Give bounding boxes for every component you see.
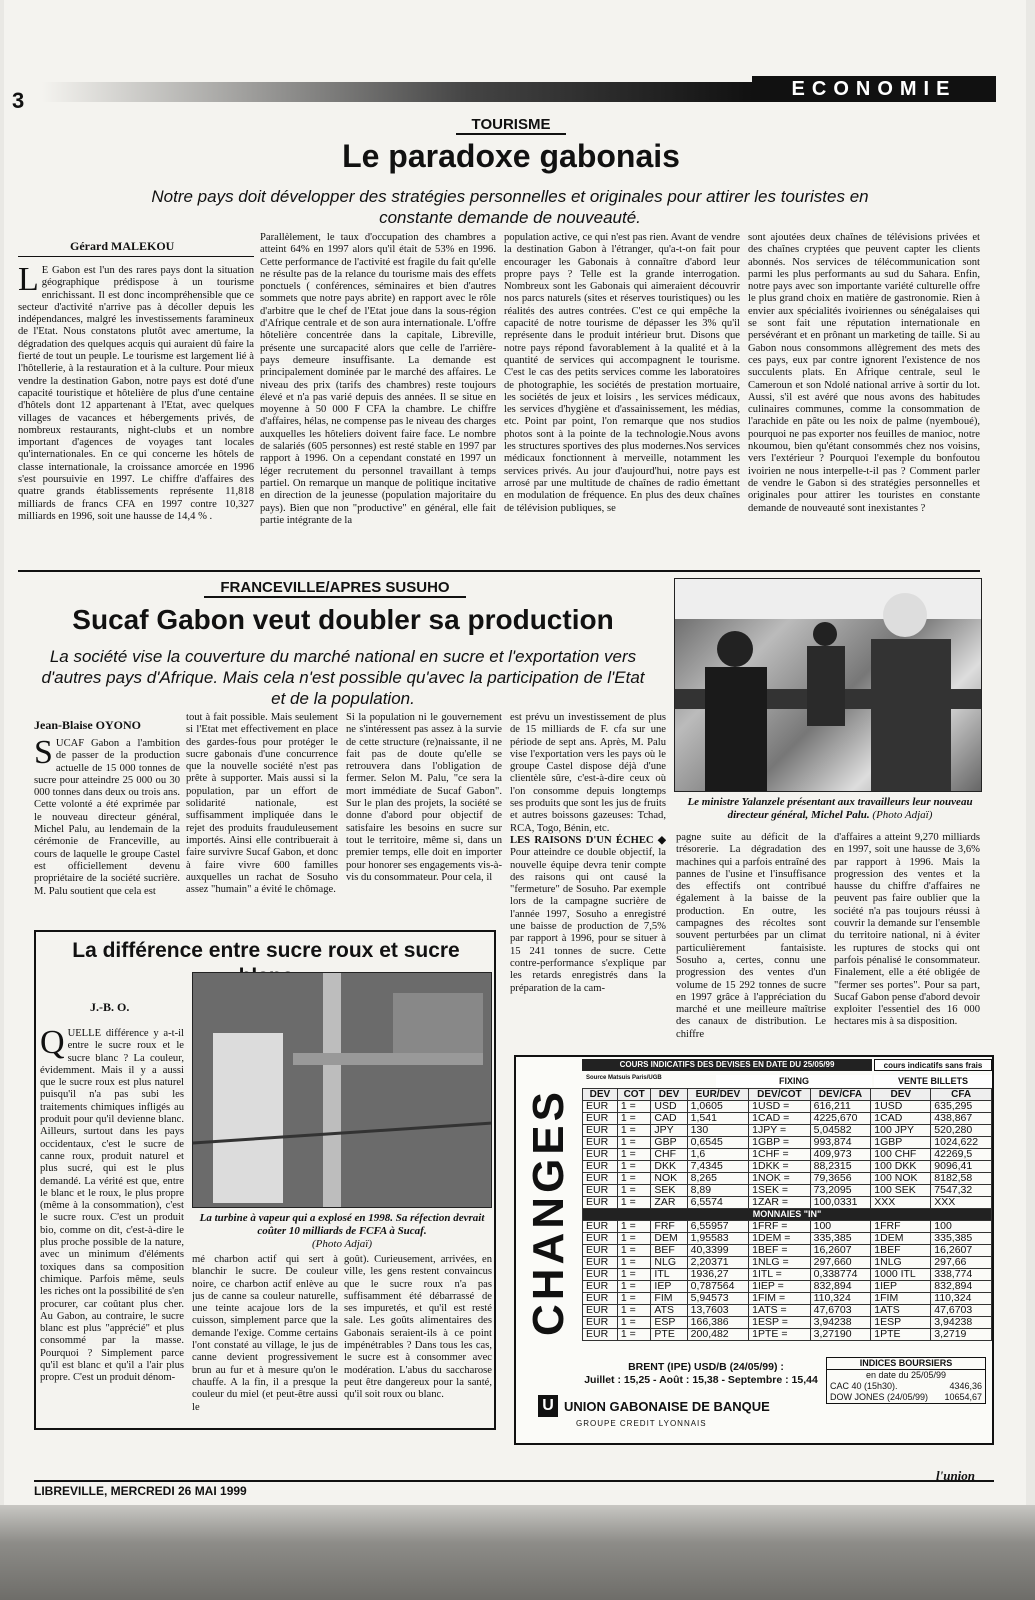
article2-col6: d'affaires a atteint 9,270 milliards en 1997, soit une hausse de 3,6% par rapport à 1996. Mais la progression des ventes et la hausse du chiffre d'affaires ne peuvent pas faire oublier que la société n'a pas toujours réussi à couvrir la demande sur l'ensemble du territoire national, ni à éviter les ruptures de stocks qui ont parfois pénalisé le consommateur. Finalement, elle a été obligée de "fermer ses portes". Pour sa part, Sucaf Gabon pense d'abord devoir exploiter l'essentiel des 16 000 hectares mis à sa disposition. xyxy=(834,832,980,1028)
fx-row xyxy=(583,1161,992,1173)
fx-row xyxy=(583,1269,992,1281)
fx-cell: 1USD xyxy=(871,1101,931,1113)
fx-cell: 1IEP xyxy=(871,1281,931,1293)
fx-cell: 438,867 xyxy=(931,1113,992,1125)
fx-cell: 1BEF = xyxy=(749,1245,810,1257)
caption-text: Le ministre Yalanzele présentant aux travailleurs leur nouveau directeur général, Michel Palu. xyxy=(687,796,973,821)
fx-cell: 1 = xyxy=(617,1197,651,1209)
fx-cell: 1 = xyxy=(617,1293,651,1305)
article2-col1-text: UCAF Gabon a l'ambition de passer de la production actuelle de 15 000 tonnes de sucre pour atteindre 25 000 ou 30 000 tonnes dans deux ou trois ans. Cette volonté a été exprimée par le nouveau directeur général, Michel Palu, au lendemain de la cérémonie de Franceville, au cours de laquelle le groupe Castel est officiellement devenu propriétaire de la société sucrière. M. Palu soutient que cela est xyxy=(34,738,180,897)
fx-cell: ESP xyxy=(651,1317,687,1329)
photo-credit: (Photo Adjaï) xyxy=(872,809,933,821)
article2-col3: Si la population ni le gouvernement ne s'intéressent pas assez à la survie de cette structure (re)naissante, il ne fait pas de doute qu'elle se retrouvera dans l'obligation de fermer. Selon M. Palu, "ce sera la mort immédiate de Sucaf Gabon". Sur le plan des projets, la société se donne d'abord pour objectif de satisfaire les besoins en sucre sur tout le territoire, même si, dans un premier temps, elle doit en importer pour honorer ses engagements vis-à-vis du consommateur. Pour cela, il xyxy=(346,712,502,883)
fx-cell: 200,482 xyxy=(687,1329,748,1341)
article2-kicker: FRANCEVILLE/APRES SUSUHO xyxy=(204,579,466,598)
fx-cell: 335,385 xyxy=(931,1233,992,1245)
fx-cell: 6,55957 xyxy=(687,1221,748,1233)
fx-cell: 1 = xyxy=(617,1173,651,1185)
fx-cell: 3,2719 xyxy=(931,1329,992,1341)
article1-col1 xyxy=(18,265,254,565)
article1-col3: population active, ce qui n'est pas rien. Avant de vendre la destination Gabon à l'étranger, qu'a-t-on fait pour encourager les Gabonais à connaître d'abord leur propre pays ? Telle est la grande interrogation. Nombreux sont les Gabonais qui aimeraient découvrir nos parcs naturels (sites et réserves touristiques) ou les réalités des autres contrées. C'est ce qui empêche la capacité de notre tourisme de dépasser les 3% qu'il représente dans le produit intérieur brut. Disons que notre pays répond favorablement à la qualité et à la quantité de services qui accompagnent le tourisme. C'est le cas des petits services comme les laboratoires de photographie, les sociétés de prestation mortuaire, les sociétés de jeux et loisirs , les services médicaux, les services d'hygiène et d'assainissement, les médias, etc. Point par point, l'on remarque que nos studios photos sont à la pointe de la technologie.Nous avons les structures sportives des plus modernes.Nos services médicaux fonctionnent à merveille, notamment les services privés. Au jour d'aujourd'hui, notre pays est arrosé par une multitude de chaînes de radio émettant en modulation de fréquence. En plus des deux chaînes de télévision publiques, se xyxy=(504,232,740,514)
fx-cell: 1NLG = xyxy=(749,1257,810,1269)
fx-cell: 832,894 xyxy=(931,1281,992,1293)
fx-row xyxy=(583,1185,992,1197)
fx-cell: 3,94238 xyxy=(810,1317,871,1329)
fx-cell: 1,541 xyxy=(687,1113,748,1125)
fx-cell: EUR xyxy=(583,1197,618,1209)
fx-cell: 3,94238 xyxy=(931,1317,992,1329)
index-name: DOW JONES (24/05/99) xyxy=(830,1392,929,1402)
fx-cell: 7,4345 xyxy=(687,1161,748,1173)
fx-cell: FRF xyxy=(651,1221,687,1233)
fx-cell: 1 = xyxy=(617,1317,651,1329)
fx-cell: 1GBP = xyxy=(749,1137,810,1149)
fx-cell: EUR xyxy=(583,1101,618,1113)
article2-col5: pagne suite au déficit de la trésorerie. La dégradation des machines qui a parfois entraîné des pannes de l'usine et l'insuffisance des effectifs ont contribué également à la baisse de la production. En outre, les campagnes des récoltes sont souvent perturbées par un climat particulièrement fantaisiste. Sosuho a, certes, connu une progression des ventes d'un volume de 15 292 tonnes de sucre en 1997 grâce à l'appréciation du marché et une meilleure maîtrise des canaux de distribution. Le chiffre xyxy=(676,832,826,1040)
dropcap: Q xyxy=(40,1028,65,1061)
article3-col2: mé charbon actif qui sert à blanchir le sucre. De couleur noire, ce charbon actif enlève au jus de canne sa couleur naturelle, une teinte acajoue lors de la cuisson, simplement parce que la demande l'exige. Comme certains l'ont constaté au village, le jus de canne devient progressivement brun au fur et à mesure qu'on le chauffe. A la fin, il a presque la couleur du miel (et peut-être aussi le xyxy=(192,1254,338,1413)
fx-cell: 1FRF xyxy=(871,1221,931,1233)
fx-cell: XXX xyxy=(871,1197,931,1209)
fx-table xyxy=(582,1088,992,1341)
fx-row xyxy=(583,1137,992,1149)
section-band xyxy=(42,82,752,102)
changes-vertical-title xyxy=(522,1063,576,1361)
fx-row xyxy=(583,1101,992,1113)
fx-row xyxy=(583,1113,992,1125)
fx-cell: USD xyxy=(651,1101,687,1113)
fx-cell: 616,211 xyxy=(810,1101,871,1113)
fx-cell: SEK xyxy=(651,1185,687,1197)
fx-cell: EUR xyxy=(583,1317,618,1329)
fx-cell: 1SEK = xyxy=(749,1185,810,1197)
turbine-photo xyxy=(192,972,492,1208)
article1-col2: Parallèlement, le taux d'occupation des chambres a atteint 64% en 1997 alors qu'il était de 53% en 1996. Cette performance de l'activité est fragile du fait qu'elle ne résulte pas de la relance du tourisme mais des effets ponctuels ( conférences, séminaires et bien d'autres sommets que notre pays abrite) en rapport avec le rôle d'arbitre que le chef de l'Etat joue dans la sous-région d'Afrique centrale et de son aura internationale. L'offre hôtelière concentrée dans la capitale, Libreville, présente une surcapacité alors que celle de l'arrière-pays demeure insuffisante. La demande est principalement dominée par le marché des affaires. Le niveau des prix (tarifs des chambres) reste toujours élevé et n'a pas varié depuis des années. Il se situe en moyenne à 50 000 F CFA la chambre. Le chiffre d'affaires, hélas, ne compense pas le niveau des charges auxquelles les hôteliers doivent faire face. Le nombre de salariés (605 personnes) est resté stable en 1997 par rapport à 1996. On a cependant constaté en 1997 un léger recrutement du personnel travaillant à temps partiel. On remarque un manque de politique incitative en direction de la jeunesse (population majoritaire du pays). Bien que non "productive" en général, elle fait partie intégrante de la xyxy=(260,232,496,526)
index-row xyxy=(827,1392,985,1403)
fx-column-header: DEV xyxy=(871,1089,931,1101)
fx-cell: 16,2607 xyxy=(931,1245,992,1257)
vente-label: VENTE BILLETS xyxy=(874,1075,992,1087)
fx-cell: 100,0331 xyxy=(810,1197,871,1209)
fx-cell: ATS xyxy=(651,1305,687,1317)
article2-byline: Jean-Blaise OYONO xyxy=(34,718,141,732)
fixing-label: FIXING xyxy=(716,1075,872,1087)
fx-cell: 1CAD xyxy=(871,1113,931,1125)
fx-cell: 335,385 xyxy=(810,1233,871,1245)
fx-cell: EUR xyxy=(583,1305,618,1317)
turbine-photo-icon xyxy=(193,973,492,1208)
article3-byline: J.-B. O. xyxy=(90,1000,130,1014)
fx-cell: 1USD = xyxy=(749,1101,810,1113)
dropcap: L xyxy=(18,265,39,298)
currency-changes-box xyxy=(514,1055,994,1445)
fx-cell: 1ESP = xyxy=(749,1317,810,1329)
fx-cell: 73,2095 xyxy=(810,1185,871,1197)
fx-column-header: CFA xyxy=(931,1089,992,1101)
bank-brand xyxy=(538,1395,788,1417)
fx-row xyxy=(583,1329,992,1341)
fx-cell: EUR xyxy=(583,1149,618,1161)
indices-boursiers xyxy=(826,1357,986,1404)
article3-col3: goût). Curieusement, arrivées, en ville, les gens restent convaincus que le sucre roux n'a pas suffisamment été débarrassé de ses impuretés, et qu'il est resté sale. Les goûts alimentaires des Gabonais seraient-ils à ce point impénétrables ? Dans tous les cas, le sucre est à consommer avec modération. L'abus du saccharose peut être dangereux pour la santé, qu'il soit roux ou blanc. xyxy=(344,1254,492,1401)
article1-col4: sont ajoutées deux chaînes de télévisions privées et des chaînes cryptées que peuvent capter les clients abonnés. Nos services de télécommunication sont parmi les plus performants au sud du Sahara. Enfin, notre pays avec son importante variété culturelle offre le plus grand choix en matière de gastronomie. Rien à envier aux spécialités ivoiriennes ou sénégalaises qui se sont fait une réputation internationale en persévérant et en prônant un marketing de taille. Si au Gabon nous consommons allègrement des mets des ces pays, eux par contre ignorent l'existence de nos succulents plats. En Afrique centrale, seul le Cameroun et son Ndolé national arrive à sortir du lot. Aussi, s'il est avéré que nous avons des habitudes culinaires communes, comme la consommation de l'arachide en pâte ou les noix de palme (nyemboué), pourquoi ne pas exporter nos feuilles de manioc, notre nkoumou, bien qu'étant consommés chez nos voisins, vers l'extérieur ? Pourquoi l'exemple du bonfoutou ivoirien ne nous interpelle-t-il pas ? Comment parler de vendre le Gabon si des stratégies personnelles et originales pour attirer les touristes en constante demande de nouveauté sont inexistantes ? xyxy=(748,232,980,514)
fx-cell: EUR xyxy=(583,1233,618,1245)
fx-cell: 1,95583 xyxy=(687,1233,748,1245)
fx-cell: 5,04582 xyxy=(810,1125,871,1137)
article2-photo-caption xyxy=(678,796,982,822)
fx-cell: 100 SEK xyxy=(871,1185,931,1197)
fx-cell: 0,787564 xyxy=(687,1281,748,1293)
fx-cell: 1,6 xyxy=(687,1149,748,1161)
fx-cell: 88,2315 xyxy=(810,1161,871,1173)
footer-logo: l'union xyxy=(936,1468,976,1483)
fx-cell: 47,6703 xyxy=(810,1305,871,1317)
fx-column-header: DEV/CFA xyxy=(810,1089,871,1101)
fx-cell: EUR xyxy=(583,1281,618,1293)
fx-row xyxy=(583,1281,992,1293)
fx-cell: 130 xyxy=(687,1125,748,1137)
fx-cell: 1NLG xyxy=(871,1257,931,1269)
article2-col1 xyxy=(34,738,180,922)
article3-col1-text: UELLE différence y a-t-il entre le sucre roux et le sucre blanc ? La couleur, évidemment. Mais il y a aussi que le sucre roux est plus naturel puisqu'il n'a pas subi les traitements chimiques infligés au produit pour qu'il devienne blanc. Ailleurs, surtout dans les pays occidentaux, c'est le sucre de canne roux, produit naturel et plus sucré, qui est le plus demandé. La vérité est que, entre le blanc et le roux, le plus propre (même à la consommation), c'est le sucre roux. C'est un produit bio, comme on dit, c'est-à-dire le plus proche possible de la nature, avec un minimum d'éléments toxiques dans sa composition chimique. Parfois même, seuls les riches ont la possibilité de s'en procurer, car coûtant plus cher. Au Gabon, au contraire, le sucre blanc est plus "apprécié" et plus consommé par la masse. Pourquoi ? Simplement parce qu'il est blanc et qu'il a l'air plus propre. C'est un produit dénom- xyxy=(40,1028,184,1384)
photo-credit: (Photo Adjaï) xyxy=(312,1238,372,1250)
fx-cell: DEM xyxy=(651,1233,687,1245)
fx-cell: 79,3656 xyxy=(810,1173,871,1185)
fx-cell: 1FRF = xyxy=(749,1221,810,1233)
sugar-box xyxy=(34,930,496,1430)
fx-cell: 1PTE xyxy=(871,1329,931,1341)
index-value: 4346,36 xyxy=(949,1381,982,1391)
article1-col1-text: E Gabon est l'un des rares pays dont la situation géographique prédispose à un tourisme enrichissant. Il est donc incompréhensible que ce secteur d'activité n'arrive pas à décoller depuis les indépendances, malgré les investissements faramineux de l'Etat. Nous constatons plutôt avec amertume, la dégradation des quelques acquis qui auraient dû faire la fierté de tout un peuple. Le tourisme est largement lié à l'hôtellerie, à la restauration et à la culture. Pour mieux vendre la destination Gabon, notre pays est doté d'une capacité touristique et hôtelière de plus d'une centaine d'hôtels dont 12 appartenant à l'Etat, avec quelques villages de vacances et hébergements privés, de nombreux restaurants, night-clubs et un nombre important d'agences de voyages tant locales qu'internationales. En ce qui concerne les hôtels de classe internationale, la croissance amorcée en 1996 s'est poursuivie en 1997. Le chiffre d'affaires des quatre grands établissements représente 11,818 milliards de francs CFA en 1997 contre 10,327 milliards en 1996, soit une hausse de 14,4 % . xyxy=(18,265,254,522)
fx-cell: XXX xyxy=(931,1197,992,1209)
fx-row xyxy=(583,1305,992,1317)
fx-cell: 110,324 xyxy=(931,1293,992,1305)
fx-cell: 0,338774 xyxy=(810,1269,871,1281)
fx-cell: 1ITL = xyxy=(749,1269,810,1281)
article2-col2: tout à fait possible. Mais seulement si l'Etat met effectivement en place des gardes-fous pour protéger le sucre gabonais d'une concurrence que la nouvelle société n'est pas prête à supporter. Mais aussi si la population, par un effort de solidarité nationale, est suffisamment impliquée dans le rejet des produits frauduleusement importés. Ainsi elle contribuerait à faire survivre Sucaf Gabon, et donc à faire vivre 600 familles auxquelles un rachat de Sosuho assez "humain" a évité le chômage. xyxy=(186,712,338,896)
fx-cell: 1 = xyxy=(617,1113,651,1125)
fx-cell: 1000 ITL xyxy=(871,1269,931,1281)
fx-cell: 1 = xyxy=(617,1233,651,1245)
caption-text: La turbine à vapeur qui a explosé en 1998. Sa réfection devrait coûter 10 milliards de FCFA à Sucaf. xyxy=(199,1212,485,1237)
fx-cell: 520,280 xyxy=(931,1125,992,1137)
scan-background xyxy=(0,1505,1035,1600)
monnaies-in-row xyxy=(583,1209,992,1221)
fx-cell: 100 xyxy=(931,1221,992,1233)
fx-cell: 297,66 xyxy=(931,1257,992,1269)
fx-row xyxy=(583,1197,992,1209)
fx-cell: NOK xyxy=(651,1173,687,1185)
footer-rule xyxy=(34,1480,994,1482)
index-row xyxy=(827,1381,985,1392)
fx-cell: 1 = xyxy=(617,1245,651,1257)
bank-logo-icon: U xyxy=(538,1395,558,1417)
fx-column-header: DEV xyxy=(583,1089,618,1101)
indices-date: en date du 25/05/99 xyxy=(865,1370,947,1380)
fx-cell: 1 = xyxy=(617,1305,651,1317)
fx-row xyxy=(583,1173,992,1185)
fx-cell: 5,94573 xyxy=(687,1293,748,1305)
fx-cell: ZAR xyxy=(651,1197,687,1209)
indices-title: INDICES BOURSIERS xyxy=(827,1358,985,1370)
fx-cell: EUR xyxy=(583,1137,618,1149)
fx-cell: 1 = xyxy=(617,1161,651,1173)
fx-cell: 1 = xyxy=(617,1149,651,1161)
dropcap: S xyxy=(34,738,53,771)
fx-column-header: EUR/DEV xyxy=(687,1089,748,1101)
fx-cell: 40,3399 xyxy=(687,1245,748,1257)
fx-cell: DKK xyxy=(651,1161,687,1173)
fx-cell: EUR xyxy=(583,1185,618,1197)
footer-date: LIBREVILLE, MERCREDI 26 MAI 1999 xyxy=(34,1484,247,1498)
fx-cell: 100 DKK xyxy=(871,1161,931,1173)
fx-cell: EUR xyxy=(583,1329,618,1341)
fx-cell: 1ESP xyxy=(871,1317,931,1329)
fx-cell: 338,774 xyxy=(931,1269,992,1281)
bank-sub: GROUPE CREDIT LYONNAIS xyxy=(576,1419,707,1428)
fx-cell: 1DEM xyxy=(871,1233,931,1245)
fx-cell: 1PTE = xyxy=(749,1329,810,1341)
fx-cell: EUR xyxy=(583,1221,618,1233)
fx-cell: 100 xyxy=(810,1221,871,1233)
fx-cell: 635,295 xyxy=(931,1101,992,1113)
article3-headline: La différence entre sucre roux et sucre xyxy=(72,939,460,962)
brent-line2: Juillet : 15,25 - Août : 15,38 - Septembre : 15,44 xyxy=(584,1374,818,1386)
fx-cell: 1NOK = xyxy=(749,1173,810,1185)
changes-title-text: CHANGES xyxy=(524,1087,573,1337)
fx-cell: 1DEM = xyxy=(749,1233,810,1245)
fx-cell: JPY xyxy=(651,1125,687,1137)
fx-cell: EUR xyxy=(583,1245,618,1257)
fx-cell: NLG xyxy=(651,1257,687,1269)
fx-cell: 832,894 xyxy=(810,1281,871,1293)
fx-cell: 1ATS = xyxy=(749,1305,810,1317)
fx-cell: 100 JPY xyxy=(871,1125,931,1137)
fx-cell: 1BEF xyxy=(871,1245,931,1257)
changes-header: COURS INDICATIFS DES DEVISES EN DATE DU 25/05/99 xyxy=(582,1059,872,1071)
monnaies-in-label: MONNAIES "IN" xyxy=(583,1209,992,1221)
article1-deck: Notre pays doit développer des stratégies personnelles et originales pour attirer les touristes en constante demande de nouveauté. xyxy=(151,187,869,227)
fx-cell: 7547,32 xyxy=(931,1185,992,1197)
fx-cell: 1CAD = xyxy=(749,1113,810,1125)
fx-cell: EUR xyxy=(583,1161,618,1173)
fx-cell: 1 = xyxy=(617,1137,651,1149)
fx-cell: 1 = xyxy=(617,1125,651,1137)
fx-cell: 993,874 xyxy=(810,1137,871,1149)
fx-cell: 1ZAR = xyxy=(749,1197,810,1209)
article-separator xyxy=(18,570,980,572)
fx-row xyxy=(583,1221,992,1233)
fx-cell: 100 CHF xyxy=(871,1149,931,1161)
brent-line1: BRENT (IPE) USD/B (24/05/99) : xyxy=(628,1361,784,1373)
fx-cell: 1GBP xyxy=(871,1137,931,1149)
fx-cell: 9096,41 xyxy=(931,1161,992,1173)
fx-cell: EUR xyxy=(583,1293,618,1305)
fx-cell: 1FIM xyxy=(871,1293,931,1305)
fx-cell: 1JPY = xyxy=(749,1125,810,1137)
article1-headline: Le paradoxe gabonais xyxy=(342,138,680,174)
fx-cell: 6,5574 xyxy=(687,1197,748,1209)
fx-cell: IEP xyxy=(651,1281,687,1293)
fx-row xyxy=(583,1293,992,1305)
fx-cell: 4225,670 xyxy=(810,1113,871,1125)
fx-cell: 1 = xyxy=(617,1281,651,1293)
fx-cell: 8,89 xyxy=(687,1185,748,1197)
article3-col1 xyxy=(40,1028,184,1426)
fx-cell: 1936,27 xyxy=(687,1269,748,1281)
fx-cell: PTE xyxy=(651,1329,687,1341)
fx-cell: 1ATS xyxy=(871,1305,931,1317)
fx-cell: 1,0605 xyxy=(687,1101,748,1113)
fx-cell: CHF xyxy=(651,1149,687,1161)
fx-cell: BEF xyxy=(651,1245,687,1257)
fx-row xyxy=(583,1257,992,1269)
fx-cell: 13,7603 xyxy=(687,1305,748,1317)
article2-col4 xyxy=(510,712,666,1052)
fx-cell: 1IEP = xyxy=(749,1281,810,1293)
bank-name: UNION GABONAISE DE BANQUE xyxy=(564,1398,770,1414)
fx-cell: 8182,58 xyxy=(931,1173,992,1185)
fx-cell: 0,6545 xyxy=(687,1137,748,1149)
fx-cell: 1 = xyxy=(617,1329,651,1341)
fx-column-header: DEV/COT xyxy=(749,1089,810,1101)
fx-cell: 1 = xyxy=(617,1257,651,1269)
fx-cell: ITL xyxy=(651,1269,687,1281)
fx-cell: 42269,5 xyxy=(931,1149,992,1161)
fx-row xyxy=(583,1233,992,1245)
fx-cell: EUR xyxy=(583,1257,618,1269)
fx-row xyxy=(583,1125,992,1137)
index-name: CAC 40 (15h30). xyxy=(830,1381,898,1391)
article2-col4b-text: Pour atteindre ce double objectif, la nouvelle équipe devra tenir compte des raisons qui ont causé la "fermeture" de Sosuho. Par exemple lors de la campagne sucrière de l'année 1997, Sosuho a enregistré une baisse de production de 7,5% par rapport à 1996, pour se situer à 15 241 tonnes de sucre. Cette contre-performance s'explique par les retards enregistrés dans la préparation de la cam- xyxy=(510,847,666,994)
page-number: 3 xyxy=(12,88,25,113)
byline-rule xyxy=(18,256,254,257)
fx-cell: 16,2607 xyxy=(810,1245,871,1257)
fx-row xyxy=(583,1149,992,1161)
officials-photo-icon xyxy=(675,579,982,792)
fx-cell: 1FIM = xyxy=(749,1293,810,1305)
fx-cell: 1 = xyxy=(617,1101,651,1113)
fx-cell: CAD xyxy=(651,1113,687,1125)
fx-cell: FIM xyxy=(651,1293,687,1305)
changes-source: Source Matsuis Paris/UGB xyxy=(586,1075,662,1081)
fx-cell: EUR xyxy=(583,1269,618,1281)
fx-cell: EUR xyxy=(583,1125,618,1137)
fx-cell: 8,265 xyxy=(687,1173,748,1185)
section-rubric: ECONOMIE xyxy=(752,76,996,102)
newspaper-page xyxy=(4,0,1026,1520)
article1-kicker: TOURISME xyxy=(456,116,566,135)
fx-column-header: DEV xyxy=(651,1089,687,1101)
fx-cell: EUR xyxy=(583,1113,618,1125)
fx-row xyxy=(583,1317,992,1329)
fx-cell: 1024,622 xyxy=(931,1137,992,1149)
fx-cell: 1CHF = xyxy=(749,1149,810,1161)
fx-column-header: COT xyxy=(617,1089,651,1101)
fx-cell: 100 NOK xyxy=(871,1173,931,1185)
fx-cell: 1 = xyxy=(617,1185,651,1197)
article1-byline: Gérard MALEKOU xyxy=(70,239,175,253)
article2-deck: La société vise la couverture du marché national en sucre et l'exportation vers d'autres pays d'Afrique. Mais cela n'est possible qu'avec la participation de l'Etat et de la population. xyxy=(41,647,645,708)
article2-col4-text: est prévu un investissement de plus de 15 milliards de F. cfa sur une période de sept ans. Après, M. Palu vise l'exportation vers les pays où le groupe Castel dispose déjà d'une clientèle sûre, c'est-à-dire ceux où l'on consomme depuis longtemps ses produits que sont les jus de fruits et autres boissons gazeuses: Tchad, RCA, Togo, Bénin, etc. xyxy=(510,712,666,834)
fx-cell: 2,20371 xyxy=(687,1257,748,1269)
index-value: 10654,67 xyxy=(944,1392,982,1402)
fx-cell: 297,660 xyxy=(810,1257,871,1269)
fx-row xyxy=(583,1245,992,1257)
changes-header-right: cours indicatifs sans frais xyxy=(874,1059,992,1071)
fx-cell: EUR xyxy=(583,1173,618,1185)
fx-cell: 409,973 xyxy=(810,1149,871,1161)
article3-photo-caption xyxy=(194,1212,490,1251)
article2-headline: Sucaf Gabon veut doubler sa production xyxy=(72,604,614,635)
fx-cell: 166,386 xyxy=(687,1317,748,1329)
fx-cell: 1DKK = xyxy=(749,1161,810,1173)
fx-cell: GBP xyxy=(651,1137,687,1149)
fx-cell: 110,324 xyxy=(810,1293,871,1305)
article2-photo xyxy=(674,578,982,792)
fx-cell: 1 = xyxy=(617,1221,651,1233)
fx-cell: 1 = xyxy=(617,1269,651,1281)
article2-subhead: LES RAISONS D'UN ÉCHEC ◆ xyxy=(510,834,666,846)
fx-cell: 3,27190 xyxy=(810,1329,871,1341)
fx-cell: 47,6703 xyxy=(931,1305,992,1317)
